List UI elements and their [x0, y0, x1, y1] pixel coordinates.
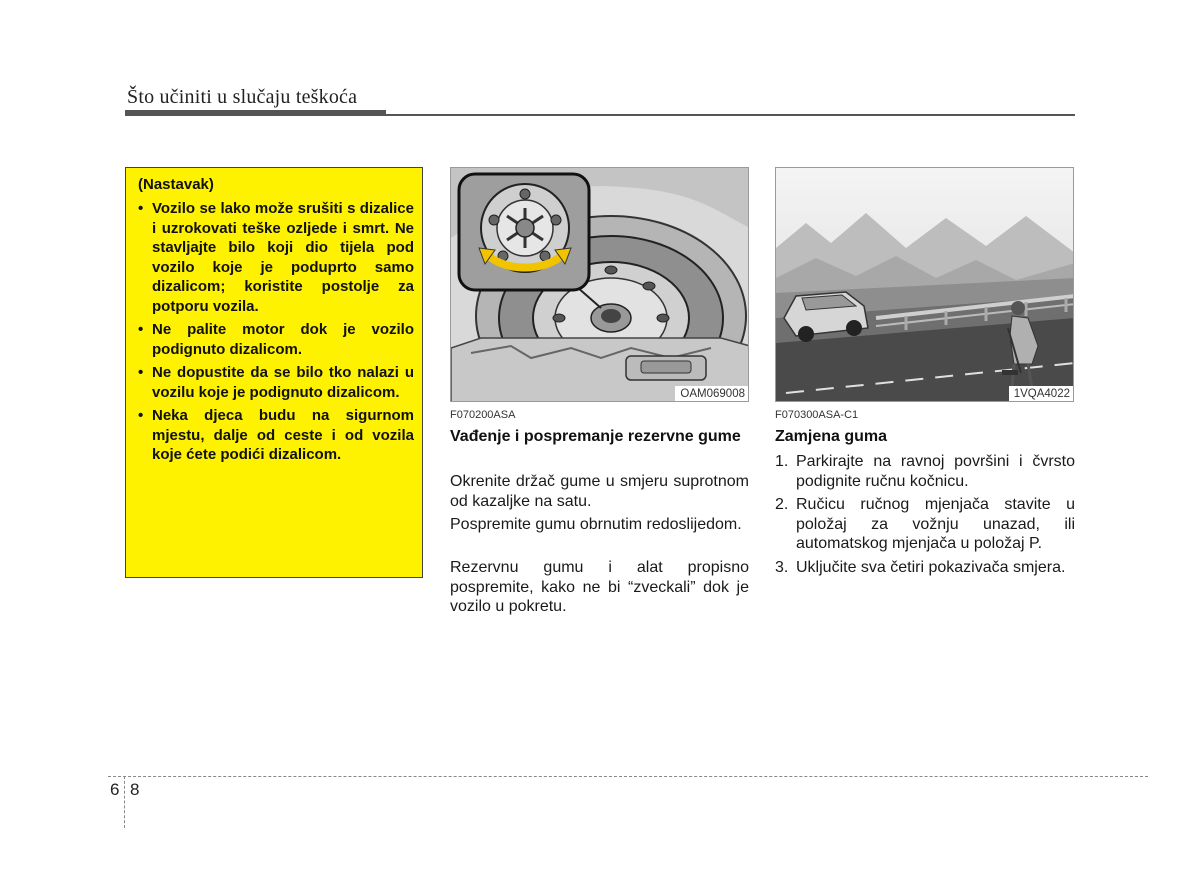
figure-code: OAM069008 [675, 386, 748, 401]
step-item [775, 558, 1075, 578]
roadside-illustration [776, 168, 1074, 402]
paragraph: Pospremite gumu obrnutim redoslijedom. [450, 516, 742, 533]
roadside-figure [775, 167, 1074, 402]
reference-code: F070300ASA-C1 [775, 409, 859, 421]
page-number: 8 [130, 780, 140, 799]
warning-item: • Ne dopustite da se bilo tko nalazi u vozilu koje je podignuto dizalicom. [138, 363, 414, 402]
step-item [775, 452, 1075, 491]
paragraph: Okrenite držač gume u smjeru suprotnom od kazaljke na satu. [450, 473, 749, 510]
step-number: 3. [775, 558, 789, 576]
figure-code: 1VQA4022 [1009, 386, 1073, 401]
warning-list [138, 199, 414, 469]
step-text: Parkirajte na ravnoj površini i čvrsto podignite ručnu kočnicu. [796, 453, 1075, 490]
reference-code: F070200ASA [450, 409, 516, 421]
step-text: Ručicu ručnog mjenjača stavite u položaj za vožnju unazad, ili automatskog mjenjača u položaj P. [796, 496, 1075, 552]
step-number: 2. [775, 496, 789, 513]
header-rule-thick [125, 110, 386, 116]
warning-heading: (Nastavak) [138, 176, 214, 193]
footer-divider [124, 776, 125, 828]
header-rule-thin [386, 114, 1075, 116]
section-title: Zamjena guma [775, 428, 888, 445]
section-title: Vađenje i pospremanje rezervne gume [450, 428, 741, 445]
footer-rule [108, 776, 1148, 777]
page-header-title: Što učiniti u slučaju teškoća [127, 86, 358, 108]
warning-item: • Ne palite motor dok je vozilo podignuto dizalicom. [138, 320, 414, 359]
warning-box [125, 167, 423, 578]
warning-item: • Vozilo se lako može srušiti s dizalice i uzrokovati teške ozljede i smrt. Ne stavljajte bilo koji dio tijela pod vozilo koje je poduprto samo dizalicom; koristite postolje za potporu vozila. [138, 199, 414, 316]
step-text: Uključite sva četiri pokazivača smjera. [796, 558, 1066, 576]
step-number: 1. [775, 453, 789, 470]
spare-tire-illustration [451, 168, 749, 402]
spare-tire-figure [450, 167, 749, 402]
step-item [775, 495, 1075, 554]
chapter-number: 6 [110, 780, 120, 799]
warning-item: • Neka djeca budu na sigurnom mjestu, dalje od ceste i od vozila koje ćete podići dizalicom. [138, 406, 414, 465]
paragraph: Rezervnu gumu i alat propisno pospremite, kako ne bi “zveckali” dok je vozilo u pokretu. [450, 559, 749, 615]
steps-list [775, 452, 1075, 581]
